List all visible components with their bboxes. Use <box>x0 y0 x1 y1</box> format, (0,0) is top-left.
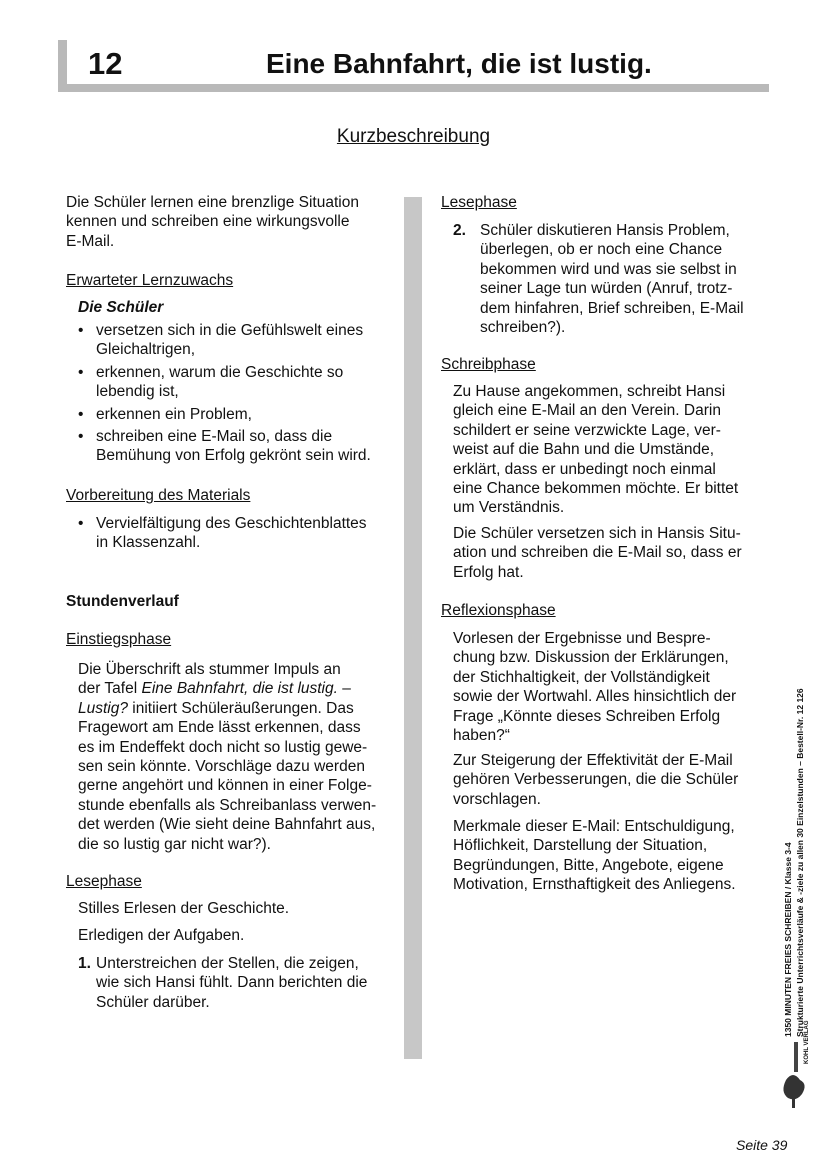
item-number: 2. <box>453 222 466 239</box>
heading-einstiegsphase: Einstiegsphase <box>66 631 172 648</box>
lese-text-2: Erledigen der Aufgaben. <box>78 927 245 944</box>
reflex-text-1: Vorlesen der Ergebnisse und Bespre- chung bzw. Diskussion der Erklärungen, der Stichhaltigkeit, der Vollständigkeit sowie der Wortwahl. Alles hinsichtlich der Frage „Könnte dieses Schreiben Erfolg haben?“ <box>453 630 737 745</box>
list-item: • schreiben eine E-Mail so, dass die Bemühung von Erfolg gekrönt sein wird. <box>78 428 371 465</box>
material-list <box>78 514 398 553</box>
numbered-item-1: 1. Unterstreichen der Stellen, die zeigen, wie sich Hansi fühlt. Dann berichten die Schüler darüber. <box>78 955 368 1011</box>
lernzuwachs-list <box>78 321 398 466</box>
heading-lesephase-right: Lesephase <box>441 194 517 211</box>
schreib-text-1: Zu Hause angekommen, schreibt Hansi gleich eine E-Mail an den Verein. Darin schildert er seine verzwickte Lage, ver- weist auf die Bahn und die Umstände, erklärt, dass er unbedingt noch einmal eine Chance bekommen möchte. Er bittet um Verständnis. <box>453 383 739 517</box>
einstieg-text: Die Überschrift als stummer Impuls an der Tafel Eine Bahnfahrt, die ist lustig. – Lustig? initiiert Schüleräußerungen. Das Fragewort am Ende lässt erkennen, dass es im Endeffekt doch nicht so lustig gewe- sen sein könnte. Vorschläge dazu werden gerne angehört und können in einer Folge- stunde ebenfalls als Schreibanlass verwen- det werden (Wie sieht deine Bahnfahrt aus, die so lustig gar nicht war?). <box>78 661 377 853</box>
chapter-number: 12 <box>88 46 123 81</box>
heading-reflexionsphase: Reflexionsphase <box>441 602 556 619</box>
list-item: • versetzen sich in die Gefühlswelt eines Gleichaltrigen, <box>78 322 364 359</box>
schreib-text-2: Die Schüler versetzen sich in Hansis Situ- ation und schreiben die E-Mail so, dass er Erfolg hat. <box>453 525 742 581</box>
heading-stundenverlauf: Stundenverlauf <box>66 593 179 610</box>
bullet: • <box>78 515 84 532</box>
bullet: • <box>78 322 84 339</box>
list-item: • erkennen ein Problem, <box>78 405 252 423</box>
page-number: Seite 39 <box>736 1137 788 1153</box>
italic-text: Lustig? <box>78 699 128 717</box>
item-number: 1. <box>78 955 91 972</box>
heading-material: Vorbereitung des Materials <box>66 487 251 504</box>
bullet: • <box>78 428 84 446</box>
heading-schreibphase: Schreibphase <box>441 356 536 373</box>
bullet: • <box>78 405 84 423</box>
lese-text-1: Stilles Erlesen der Geschichte. <box>78 900 290 917</box>
page-title: Eine Bahnfahrt, die ist lustig. <box>266 48 652 79</box>
section-subtitle: Kurzbeschreibung <box>336 126 491 147</box>
list-item: • erkennen, warum die Geschichte so lebendig ist, <box>78 363 344 401</box>
side-series-title: 1350 MINUTEN FREIES SCHREIBEN / Klasse 3-4 <box>783 842 793 1037</box>
numbered-item-2: 2. Schüler diskutieren Hansis Problem, überlegen, ob er noch eine Chance bekommen wird und was sie selbst in seiner Lage tun würden (Anruf, trotz- dem hinfahren, Brief schreiben, E-Mail schreiben?). <box>453 222 744 337</box>
publisher-logo-text: KOHL VERLAG <box>804 1020 810 1064</box>
intro-text: Die Schüler lernen eine brenzlige Situation kennen und schreiben eine wirkungsvolle E-Mail. <box>66 194 359 250</box>
bullet: • <box>78 363 84 381</box>
column-divider <box>404 197 422 1059</box>
reflex-text-3: Merkmale dieser E-Mail: Entschuldigung, Höflichkeit, Darstellung der Situation, Begründungen, Bitte, Angebote, eigene Motivation, Ernsthaftigkeit des Anliegens. <box>453 818 736 894</box>
italic-text: Eine Bahnfahrt, die ist lustig. <box>141 680 338 698</box>
reflex-text-2: Zur Steigerung der Effektivität der E-Mail gehören Verbesserungen, die die Schüler vorschlagen. <box>453 752 739 808</box>
header-bar-bottom <box>58 84 769 92</box>
list-item: • Vervielfältigung des Geschichtenblattes in Klassenzahl. <box>78 515 367 552</box>
left-column <box>66 193 396 251</box>
side-order-info: Strukturierte Unterrichtsverläufe & -ziele zu allen 30 Einzelstunden – Bestell-Nr. 12 126 <box>795 688 805 1037</box>
die-schueler-label: Die Schüler <box>78 299 164 316</box>
heading-lernzuwachs: Erwarteter Lernzuwachs <box>66 272 234 289</box>
heading-lesephase-left: Lesephase <box>66 873 142 890</box>
